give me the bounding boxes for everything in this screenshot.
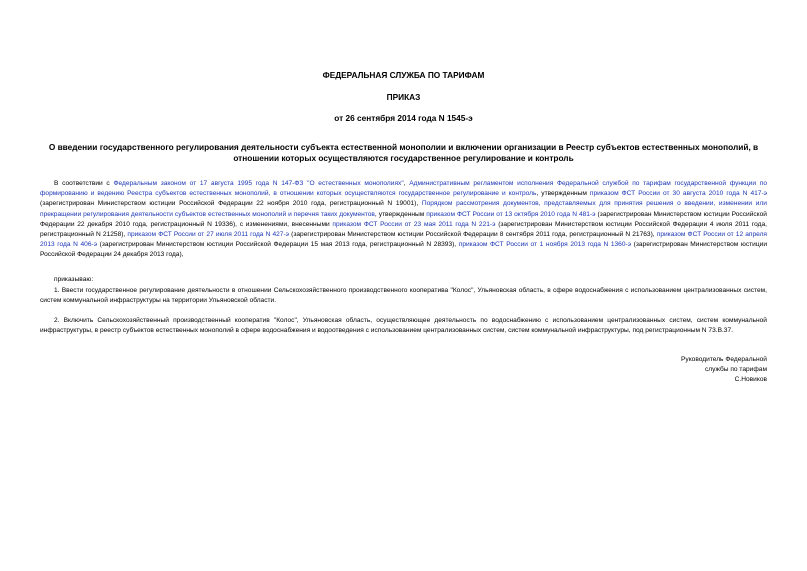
link-order-427[interactable]: приказом ФСТ России от 27 июля 2011 года N 427-э (127, 231, 290, 239)
link-order-481[interactable]: приказом ФСТ России от 13 октября 2010 года N 481-э (426, 210, 596, 218)
link-procedure[interactable]: Порядком рассмотрения документов, представляемых для принятия решения о введении, изменении или прекращении регулирования деятельности субъектов естественных монополий и перечня таких документов (40, 200, 767, 218)
signature-name: С.Новиков (734, 376, 767, 384)
signature-agency: службы по тарифам (704, 366, 767, 374)
link-order-221[interactable]: приказом ФСТ России от 23 мая 2011 года N 221-э (332, 220, 496, 228)
agency-name: ФЕДЕРАЛЬНАЯ СЛУЖБА ПО ТАРИФАМ (322, 70, 485, 80)
preamble-text: В соответствии с (54, 180, 114, 187)
preamble-text: (зарегистрирован Министерством юстиции Российской Федерации 4 июля 2011 года, регистрационный N 21258), (40, 220, 767, 239)
link-admin-regulation[interactable]: Административным регламентом исполнения Федеральной службой по тарифам государственной функции по формированию и ведению Реестра субъектов естественных монополий, в отношении которых осуществляются государственное регулирование и контроль (40, 180, 768, 198)
signature-position: Руководитель Федеральной (681, 356, 767, 363)
preamble-text: (зарегистрирован Министерством юстиции Российской Федерации 22 декабря 2010 года, регистрационный N 19336), с изменениями, внесенными (40, 210, 767, 228)
link-federal-law-147[interactable]: Федеральным законом от 17 августа 1995 года N 147-ФЗ "О естественных монополиях" (113, 180, 404, 187)
preamble-text: (зарегистрирован Министерством юстиции Российской Федерации 15 мая 2013 года, регистрационный N 28393), (97, 241, 459, 249)
signature-block (567, 355, 767, 386)
link-order-1360[interactable]: приказом ФСТ России от 1 ноября 2013 года N 1360-э (458, 241, 632, 249)
order-item-2: 2. Включить Сельскохозяйственный производственный кооператив "Колос", Ульяновская область, осуществляющее деятельность по водоснабжению с использованием централизованных систем, систем коммунальной инфраструктуры, в реестр субъектов естественных монополий в сфере водоснабжения и водоотведения с использованием централизованных систем, систем коммунальной инфраструктуры, под регистрационным N 73.В.37. (40, 317, 767, 335)
order-item-1: 1. Ввести государственное регулирование деятельности в отношении Сельскохозяйственного производственного кооператива "Колос", Ульяновская область, в сфере водоснабжения с использованием централизованных систем, систем коммунальной инфраструктуры на территории Ульяновской области. (40, 287, 767, 305)
document-title: О введении государственного регулирования деятельности субъекта естественной монополии и включении организации в Реестр субъектов естественных монополий, в отношении которых осуществляются государственное регулирование и контроль (48, 142, 759, 163)
document-type: ПРИКАЗ (386, 92, 421, 102)
preamble-paragraph (40, 179, 767, 261)
preamble-text: (зарегистрирован Министерством юстиции Российской Федерации 24 декабря 2013 года), (40, 241, 768, 259)
preamble-text: (зарегистрирован Министерством юстиции Российской Федерации 22 ноября 2010 года, регистрационный N 19001), (40, 200, 422, 208)
preamble-text: , утвержденным (374, 210, 427, 218)
preamble-text: (зарегистрирован Министерством юстиции Российской Федерации 8 сентября 2011 года, регистрационный N 21763), (289, 231, 657, 239)
orders-word: приказываю: (54, 276, 94, 283)
preamble-text: , (403, 180, 410, 187)
link-order-406[interactable]: приказом ФСТ России от 12 апреля 2013 года N 406-э (40, 231, 767, 249)
preamble-text: , утвержденным (536, 190, 590, 198)
link-order-417[interactable]: приказом ФСТ России от 30 августа 2010 года N 417-э (589, 190, 767, 198)
document-date: от 26 сентября 2014 года N 1545-э (334, 113, 473, 123)
